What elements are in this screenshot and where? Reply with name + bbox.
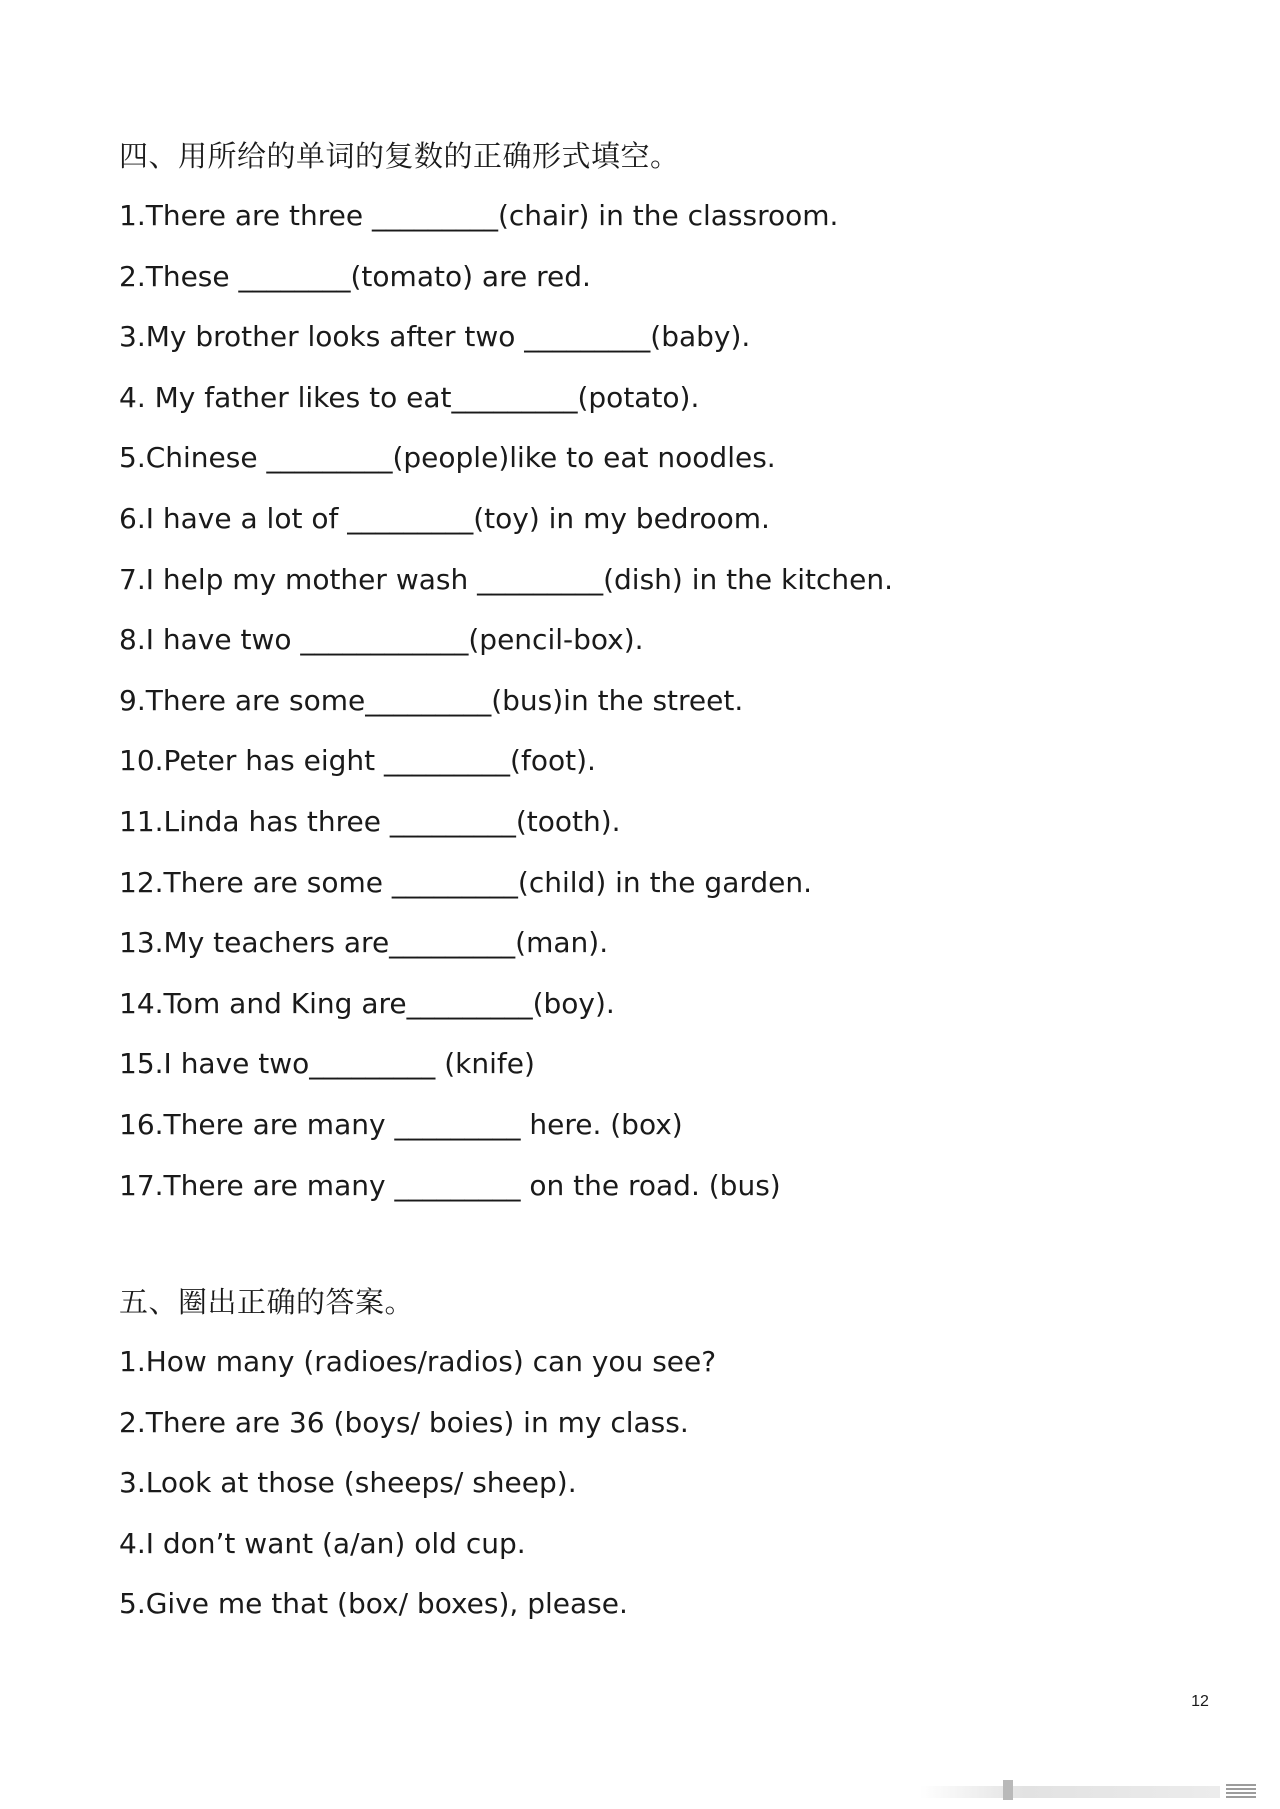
exercise-item: 10.Peter has eight _________(foot).	[119, 744, 596, 778]
exercise-item: 12.There are some _________(child) in the garden.	[119, 865, 813, 899]
exercise-item: 3.Look at those (sheeps/ sheep).	[119, 1466, 577, 1500]
exercise-item: 2.There are 36 (boys/ boies) in my class.	[119, 1405, 689, 1439]
menu-lines-icon	[1226, 1784, 1256, 1798]
section-four	[119, 126, 1159, 1216]
exercise-item: 15.I have two_________ (knife)	[119, 1047, 535, 1081]
section-four-heading: 四、用所给的单词的复数的正确形式填空。	[119, 139, 680, 173]
exercise-item: 13.My teachers are_________(man).	[119, 926, 609, 960]
exercise-item: 5.Chinese _________(people)like to eat noodles.	[119, 441, 776, 475]
exercise-item: 4.I don’t want (a/an) old cup.	[119, 1526, 526, 1560]
exercise-item: 7.I help my mother wash _________(dish) in the kitchen.	[119, 562, 894, 596]
exercise-item: 11.Linda has three _________(tooth).	[119, 804, 621, 838]
exercise-item: 8.I have two ____________(pencil-box).	[119, 623, 644, 657]
footer-separator	[1003, 1780, 1013, 1800]
section-five-heading: 五、圈出正确的答案。	[119, 1285, 415, 1319]
exercise-item: 17.There are many _________ on the road. (bus)	[119, 1168, 781, 1202]
exercise-item: 3.My brother looks after two _________(baby).	[119, 320, 751, 354]
exercise-item: 2.These ________(tomato) are red.	[119, 259, 591, 293]
page-number: 12	[1191, 1693, 1209, 1710]
exercise-item: 16.There are many _________ here. (box)	[119, 1107, 683, 1141]
exercise-item: 1.There are three _________(chair) in the classroom.	[119, 199, 839, 232]
section-five	[119, 1272, 1159, 1635]
exercise-item: 9.There are some_________(bus)in the street.	[119, 683, 744, 717]
footer-scroll-bar	[920, 1778, 1260, 1800]
exercise-item: 4. My father likes to eat_________(potato).	[119, 380, 700, 414]
exercise-item: 14.Tom and King are_________(boy).	[119, 986, 615, 1020]
exercise-item: 5.Give me that (box/ boxes), please.	[119, 1587, 628, 1621]
exercise-item: 6.I have a lot of _________(toy) in my bedroom.	[119, 501, 770, 535]
exercise-item: 1.How many (radioes/radios) can you see?	[119, 1345, 717, 1378]
footer-fade-bar	[920, 1786, 1220, 1798]
